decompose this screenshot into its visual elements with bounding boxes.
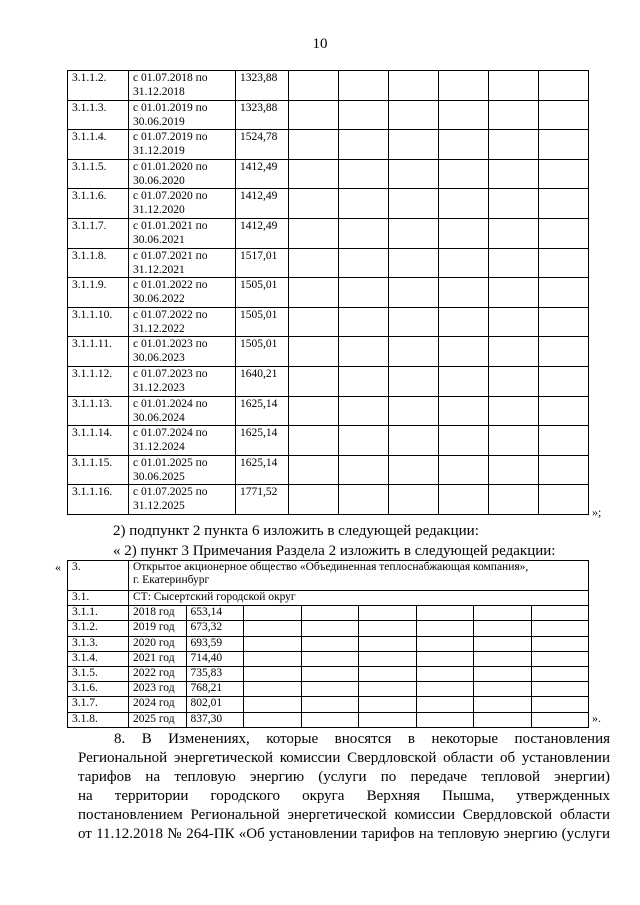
- tariff-value: 1625,14: [236, 396, 289, 426]
- tariff-value: 1412,49: [236, 218, 289, 248]
- year-cell: 2023 год: [129, 682, 187, 697]
- amendment-subparagraph-3: « 2) пункт 3 Примечания Раздела 2 изложить в следующей редакции:: [113, 543, 556, 559]
- table-row: [68, 606, 589, 621]
- empty-cell: [439, 455, 489, 485]
- empty-cell: [301, 636, 359, 651]
- period-start: с 01.07.2018 по: [133, 72, 208, 84]
- tariff-value: 1771,52: [236, 485, 289, 515]
- empty-cell: [489, 248, 539, 278]
- empty-cell: [439, 396, 489, 426]
- period-cell: [129, 278, 236, 308]
- empty-cell: [289, 337, 339, 367]
- year-cell: 2019 год: [129, 621, 187, 636]
- empty-cell: [474, 712, 532, 727]
- period-end: 31.12.2021: [133, 263, 185, 276]
- empty-cell: [389, 307, 439, 337]
- annual-value: 735,83: [186, 666, 244, 681]
- empty-cell: [339, 248, 389, 278]
- empty-cell: [339, 307, 389, 337]
- tariff-value: 1517,01: [236, 248, 289, 278]
- row-number: 3.1.1.2.: [68, 71, 129, 101]
- period-end: 30.06.2024: [133, 411, 185, 424]
- empty-cell: [416, 697, 474, 712]
- empty-cell: [389, 218, 439, 248]
- period-start: с 01.01.2024 по: [133, 397, 208, 410]
- empty-cell: [389, 278, 439, 308]
- period-cell: [129, 366, 236, 396]
- empty-cell: [339, 218, 389, 248]
- empty-cell: [289, 130, 339, 160]
- row-number: 3.1.1.5.: [68, 159, 129, 189]
- empty-cell: [439, 278, 489, 308]
- empty-cell: [244, 697, 302, 712]
- period-start: с 01.07.2024 по: [133, 427, 208, 440]
- table-row: [68, 682, 589, 697]
- table-row: [68, 697, 589, 712]
- empty-cell: [359, 712, 417, 727]
- empty-cell: [244, 606, 302, 621]
- row-number: 3.1.1.8.: [68, 248, 129, 278]
- empty-cell: [301, 621, 359, 636]
- empty-cell: [359, 697, 417, 712]
- empty-cell: [489, 159, 539, 189]
- empty-cell: [339, 278, 389, 308]
- empty-cell: [289, 71, 339, 101]
- period-cell: [129, 100, 236, 130]
- table2-header-org: [129, 561, 589, 591]
- period-end: 30.06.2023: [133, 352, 185, 365]
- period-cell: [129, 248, 236, 278]
- period-end: 30.06.2021: [133, 233, 185, 246]
- annual-value: 802,01: [186, 697, 244, 712]
- period-start: с 01.07.2023 по: [133, 367, 208, 380]
- empty-cell: [489, 396, 539, 426]
- row-number: 3.1.1.10.: [68, 307, 129, 337]
- empty-cell: [489, 337, 539, 367]
- tariff-value: 1323,88: [236, 71, 289, 101]
- empty-cell: [289, 189, 339, 219]
- empty-cell: [359, 651, 417, 666]
- empty-cell: [531, 666, 589, 681]
- empty-cell: [416, 712, 474, 727]
- table1-closing-mark: »;: [592, 505, 602, 519]
- empty-cell: [489, 307, 539, 337]
- empty-cell: [531, 651, 589, 666]
- row-number: 3.1.7.: [68, 697, 129, 712]
- empty-cell: [289, 278, 339, 308]
- period-start: с 01.07.2022 по: [133, 308, 208, 321]
- empty-cell: [539, 366, 589, 396]
- table-row: [68, 455, 589, 485]
- period-cell: [129, 337, 236, 367]
- row-number: 3.1.5.: [68, 666, 129, 681]
- empty-cell: [539, 248, 589, 278]
- period-cell: [129, 485, 236, 515]
- year-cell: 2022 год: [129, 666, 187, 681]
- period-start: с 01.07.2021 по: [133, 249, 208, 262]
- table2-section-row: [68, 591, 589, 606]
- empty-cell: [474, 697, 532, 712]
- period-cell: [129, 307, 236, 337]
- empty-cell: [539, 189, 589, 219]
- table2-opening-mark: «: [55, 560, 61, 574]
- empty-cell: [439, 366, 489, 396]
- row-number: 3.1.1.15.: [68, 455, 129, 485]
- tariff-value: 1412,49: [236, 159, 289, 189]
- empty-cell: [289, 426, 339, 456]
- period-end: 30.06.2025: [133, 470, 185, 483]
- empty-cell: [539, 455, 589, 485]
- row-number: 3.1.1.11.: [68, 337, 129, 367]
- period-start: с 01.01.2022 по: [133, 279, 208, 292]
- annual-value: 653,14: [186, 606, 244, 621]
- annual-value: 714,40: [186, 651, 244, 666]
- empty-cell: [439, 189, 489, 219]
- period-end: 31.12.2025: [133, 500, 185, 513]
- empty-cell: [339, 337, 389, 367]
- year-cell: 2025 год: [129, 712, 187, 727]
- empty-cell: [389, 366, 439, 396]
- body-line: тарифов на тепловую энергию (услуги по передаче тепловой энергии): [78, 769, 610, 785]
- empty-cell: [359, 606, 417, 621]
- period-start: с 01.01.2019 по: [133, 101, 208, 114]
- row-number: 3.1.4.: [68, 651, 129, 666]
- empty-cell: [339, 366, 389, 396]
- table-row: [68, 485, 589, 515]
- table-row: [68, 159, 589, 189]
- period-start: с 01.01.2025 по: [133, 456, 208, 469]
- table-row: [68, 100, 589, 130]
- empty-cell: [474, 666, 532, 681]
- tariff-value: 1625,14: [236, 455, 289, 485]
- empty-cell: [359, 621, 417, 636]
- table-row: [68, 426, 589, 456]
- empty-cell: [289, 307, 339, 337]
- tariff-value: 1524,78: [236, 130, 289, 160]
- row-number: 3.1.1.9.: [68, 278, 129, 308]
- row-number: 3.1.1.6.: [68, 189, 129, 219]
- empty-cell: [416, 651, 474, 666]
- period-end: 30.06.2020: [133, 174, 185, 187]
- empty-cell: [244, 636, 302, 651]
- empty-cell: [359, 636, 417, 651]
- row-number: 3.1.1.12.: [68, 366, 129, 396]
- empty-cell: [474, 651, 532, 666]
- table-row: [68, 651, 589, 666]
- empty-cell: [539, 307, 589, 337]
- empty-cell: [539, 396, 589, 426]
- table-row: [68, 636, 589, 651]
- empty-cell: [439, 307, 489, 337]
- tariff-value: 1625,14: [236, 426, 289, 456]
- empty-cell: [531, 621, 589, 636]
- period-end: 31.12.2022: [133, 322, 185, 335]
- row-number: 3.1.1.: [68, 606, 129, 621]
- empty-cell: [539, 485, 589, 515]
- table2-header-org-line2: г. Екатеринбург: [133, 574, 210, 586]
- period-start: с 01.07.2019 по: [133, 131, 208, 144]
- table-row: [68, 366, 589, 396]
- table-row: [68, 712, 589, 727]
- period-cell: [129, 130, 236, 160]
- table2-closing-mark: ».: [592, 711, 601, 725]
- empty-cell: [359, 666, 417, 681]
- empty-cell: [489, 278, 539, 308]
- empty-cell: [489, 455, 539, 485]
- empty-cell: [539, 159, 589, 189]
- empty-cell: [474, 682, 532, 697]
- table-row: [68, 307, 589, 337]
- tariff-value: 1505,01: [236, 337, 289, 367]
- page-number: 10: [312, 36, 328, 52]
- empty-cell: [531, 697, 589, 712]
- period-start: с 01.07.2020 по: [133, 190, 208, 203]
- table-row: [68, 71, 589, 101]
- empty-cell: [416, 606, 474, 621]
- table-row: [68, 337, 589, 367]
- empty-cell: [301, 606, 359, 621]
- empty-cell: [339, 426, 389, 456]
- table-row: [68, 666, 589, 681]
- empty-cell: [389, 485, 439, 515]
- year-cell: 2018 год: [129, 606, 187, 621]
- table-row: [68, 218, 589, 248]
- year-cell: 2021 год: [129, 651, 187, 666]
- body-line: постановлением Региональной энергетической комиссии Свердловской области: [78, 807, 610, 823]
- period-cell: [129, 71, 236, 101]
- table-row: [68, 278, 589, 308]
- empty-cell: [301, 712, 359, 727]
- tariff-value: 1323,88: [236, 100, 289, 130]
- annual-value: 693,59: [186, 636, 244, 651]
- body-paragraph-8: [78, 730, 610, 844]
- body-line: от 11.12.2018 № 264-ПК «Об установлении тарифов на тепловую энергию (услуги: [78, 826, 610, 842]
- row-number: 3.1.3.: [68, 636, 129, 651]
- year-cell: 2020 год: [129, 636, 187, 651]
- row-number: 3.1.1.16.: [68, 485, 129, 515]
- empty-cell: [489, 218, 539, 248]
- empty-cell: [439, 218, 489, 248]
- empty-cell: [539, 426, 589, 456]
- row-number: 3.1.1.3.: [68, 100, 129, 130]
- empty-cell: [339, 71, 389, 101]
- empty-cell: [289, 159, 339, 189]
- table2-header-row: [68, 561, 589, 591]
- period-cell: [129, 218, 236, 248]
- body-line: Региональной энергетической комиссии Свердловской области об установлении: [78, 750, 610, 766]
- empty-cell: [301, 682, 359, 697]
- period-end: 31.12.2023: [133, 381, 185, 394]
- table2-header-num: 3.: [68, 561, 129, 591]
- empty-cell: [389, 130, 439, 160]
- empty-cell: [416, 636, 474, 651]
- tariff-value: 1412,49: [236, 189, 289, 219]
- empty-cell: [539, 71, 589, 101]
- period-cell: [129, 189, 236, 219]
- empty-cell: [389, 189, 439, 219]
- row-number: 3.1.2.: [68, 621, 129, 636]
- empty-cell: [301, 666, 359, 681]
- empty-cell: [439, 426, 489, 456]
- row-number: 3.1.8.: [68, 712, 129, 727]
- empty-cell: [289, 366, 339, 396]
- empty-cell: [339, 189, 389, 219]
- empty-cell: [359, 682, 417, 697]
- empty-cell: [289, 485, 339, 515]
- annual-values-table: [67, 560, 589, 728]
- period-start: с 01.01.2023 по: [133, 338, 208, 351]
- empty-cell: [539, 100, 589, 130]
- row-number: 3.1.1.4.: [68, 130, 129, 160]
- period-start: с 01.01.2021 по: [133, 219, 208, 232]
- empty-cell: [389, 396, 439, 426]
- empty-cell: [439, 130, 489, 160]
- empty-cell: [389, 337, 439, 367]
- empty-cell: [389, 426, 439, 456]
- empty-cell: [339, 485, 389, 515]
- period-end: 31.12.2020: [133, 204, 185, 217]
- empty-cell: [289, 248, 339, 278]
- annual-value: 837,30: [186, 712, 244, 727]
- period-start: с 01.07.2025 по: [133, 486, 208, 499]
- row-number: 3.1.1.7.: [68, 218, 129, 248]
- empty-cell: [439, 71, 489, 101]
- empty-cell: [339, 100, 389, 130]
- empty-cell: [539, 337, 589, 367]
- empty-cell: [389, 159, 439, 189]
- empty-cell: [339, 159, 389, 189]
- table-row: [68, 248, 589, 278]
- empty-cell: [289, 396, 339, 426]
- empty-cell: [539, 130, 589, 160]
- period-cell: [129, 396, 236, 426]
- annual-value: 673,32: [186, 621, 244, 636]
- empty-cell: [244, 651, 302, 666]
- tariff-value: 1505,01: [236, 278, 289, 308]
- empty-cell: [244, 682, 302, 697]
- empty-cell: [439, 159, 489, 189]
- empty-cell: [416, 682, 474, 697]
- period-end: 31.12.2024: [133, 441, 185, 454]
- empty-cell: [539, 278, 589, 308]
- empty-cell: [531, 712, 589, 727]
- period-end: 30.06.2019: [133, 115, 185, 128]
- period-end: 30.06.2022: [133, 293, 185, 306]
- empty-cell: [416, 621, 474, 636]
- empty-cell: [244, 666, 302, 681]
- empty-cell: [339, 396, 389, 426]
- row-number: 3.1.1.13.: [68, 396, 129, 426]
- amendment-subparagraph-2: 2) подпункт 2 пункта 6 изложить в следующей редакции:: [113, 523, 479, 539]
- empty-cell: [301, 651, 359, 666]
- table-row: [68, 189, 589, 219]
- year-cell: 2024 год: [129, 697, 187, 712]
- period-cell: [129, 159, 236, 189]
- empty-cell: [474, 636, 532, 651]
- empty-cell: [389, 71, 439, 101]
- empty-cell: [489, 485, 539, 515]
- empty-cell: [339, 455, 389, 485]
- empty-cell: [539, 218, 589, 248]
- tariff-periods-table: [67, 70, 589, 515]
- empty-cell: [439, 485, 489, 515]
- period-start: с 01.01.2020 по: [133, 160, 208, 173]
- empty-cell: [489, 426, 539, 456]
- body-line: на территории городского округа Верхняя Пышма, утвержденных: [78, 788, 610, 804]
- empty-cell: [439, 100, 489, 130]
- empty-cell: [489, 71, 539, 101]
- empty-cell: [531, 682, 589, 697]
- period-end: 31.12.2018: [133, 86, 185, 98]
- empty-cell: [289, 100, 339, 130]
- empty-cell: [244, 621, 302, 636]
- period-cell: [129, 426, 236, 456]
- empty-cell: [389, 100, 439, 130]
- table-row: [68, 621, 589, 636]
- empty-cell: [389, 455, 439, 485]
- empty-cell: [474, 606, 532, 621]
- empty-cell: [489, 130, 539, 160]
- annual-value: 768,21: [186, 682, 244, 697]
- empty-cell: [289, 218, 339, 248]
- empty-cell: [439, 337, 489, 367]
- empty-cell: [389, 248, 439, 278]
- row-number: 3.1.6.: [68, 682, 129, 697]
- table-row: [68, 130, 589, 160]
- table2-section-label: СТ: Сысертский городской округ: [129, 591, 589, 606]
- empty-cell: [339, 130, 389, 160]
- empty-cell: [289, 455, 339, 485]
- table2-section-num: 3.1.: [68, 591, 129, 606]
- period-cell: [129, 455, 236, 485]
- empty-cell: [439, 248, 489, 278]
- tariff-value: 1505,01: [236, 307, 289, 337]
- empty-cell: [301, 697, 359, 712]
- tariff-value: 1640,21: [236, 366, 289, 396]
- table-row: [68, 396, 589, 426]
- empty-cell: [531, 606, 589, 621]
- empty-cell: [416, 666, 474, 681]
- row-number: 3.1.1.14.: [68, 426, 129, 456]
- empty-cell: [489, 189, 539, 219]
- empty-cell: [489, 100, 539, 130]
- empty-cell: [474, 621, 532, 636]
- empty-cell: [244, 712, 302, 727]
- table2-header-org-line1: Открытое акционерное общество «Объединенная теплоснабжающая компания»,: [133, 561, 529, 573]
- empty-cell: [531, 636, 589, 651]
- body-line: 8. В Изменениях, которые вносятся в некоторые постановления: [114, 731, 610, 747]
- period-end: 31.12.2019: [133, 145, 185, 158]
- empty-cell: [489, 366, 539, 396]
